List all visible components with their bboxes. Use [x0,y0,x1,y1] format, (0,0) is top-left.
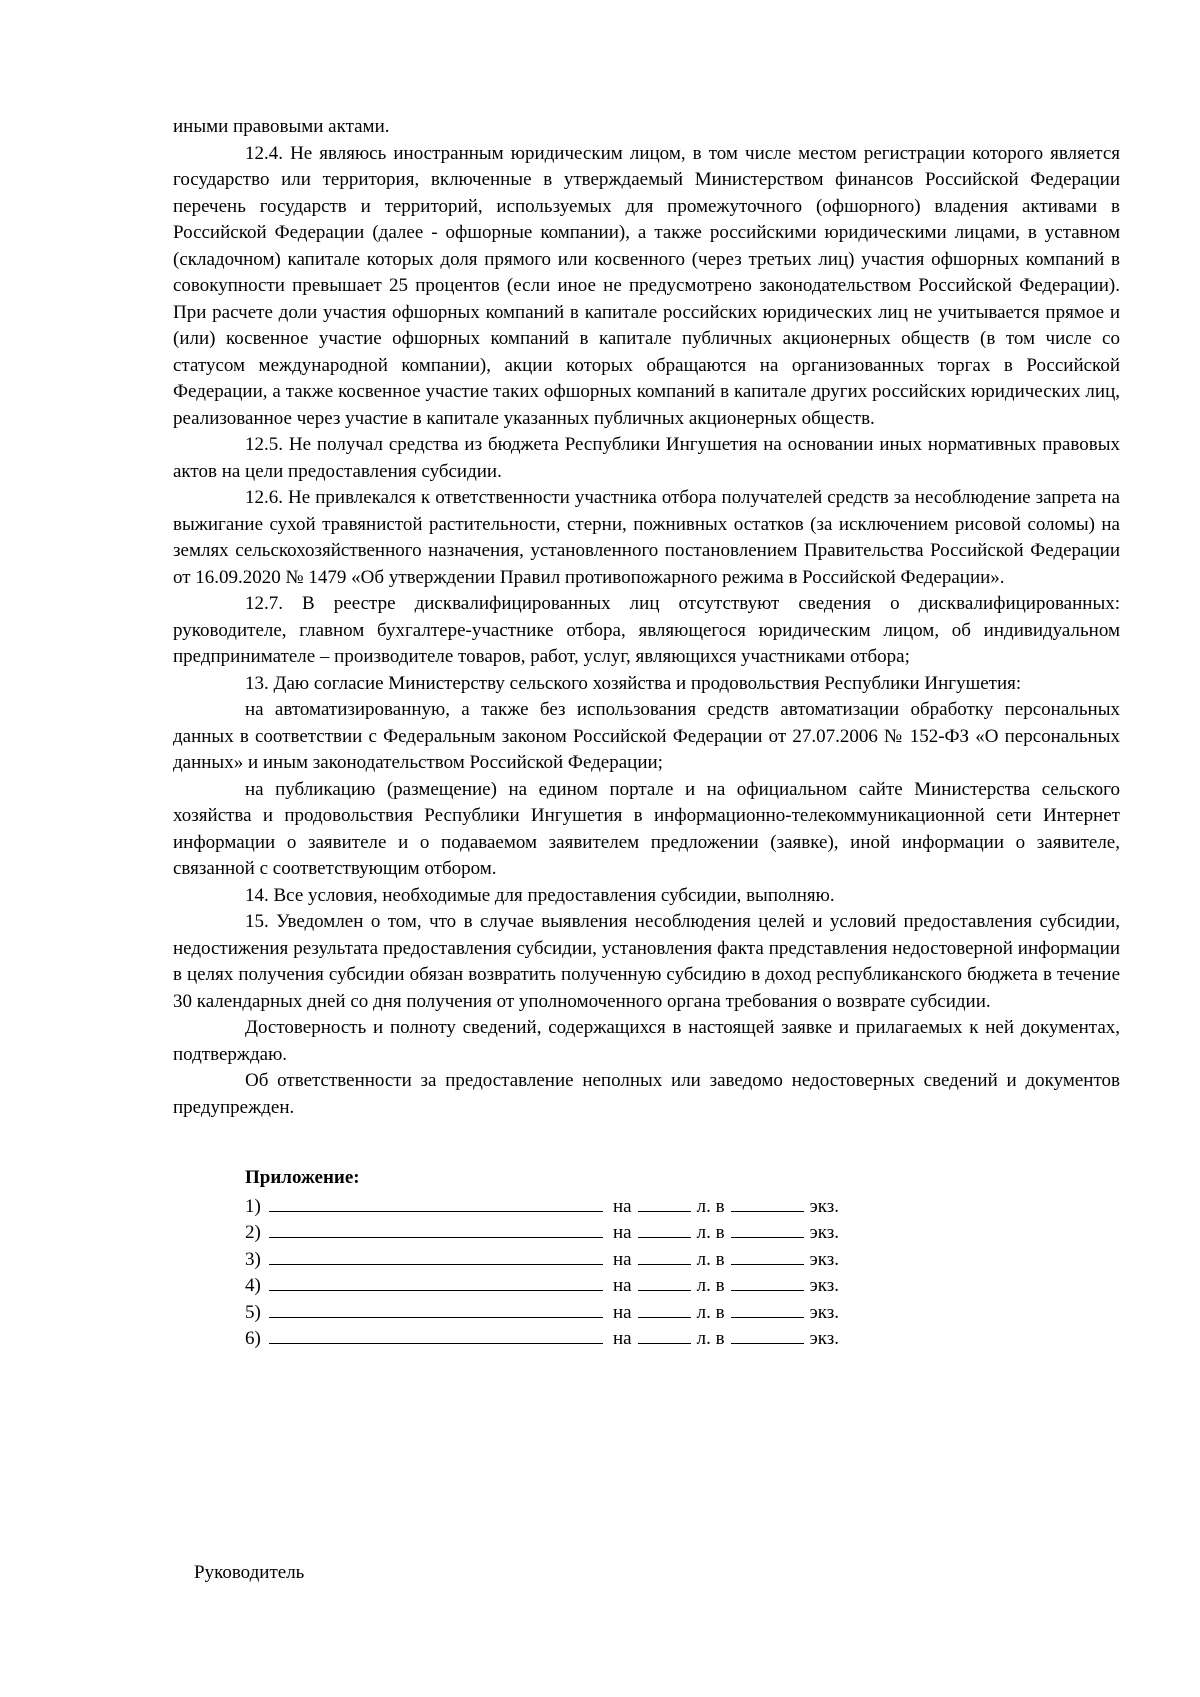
attachment-copies-label: экз. [809,1301,839,1323]
attachment-copies-label: экз. [809,1195,839,1217]
attachment-number: 2) [245,1222,261,1243]
paragraph: 14. Все условия, необходимые для предоставления субсидии, выполняю. [245,884,835,906]
attachment-number: 6) [245,1328,261,1349]
attachment-name-blank [269,1324,603,1344]
attachment-na-label: на [613,1222,632,1243]
attachment-na-label: на [613,1275,632,1296]
attachment-name-blank [269,1298,603,1318]
paragraph: иными правовыми актами. [173,116,390,137]
attachment-copies-label: экз. [809,1248,839,1270]
attachment-sheets-label: л. в [696,1301,725,1323]
attachment-row [245,1324,1120,1351]
attachment-name-blank [269,1192,603,1212]
attachment-name-blank [269,1218,603,1238]
paragraph: 12.7. В реестре дисквалифицированных лиц отсутствуют сведения о дисквалифицированных: руководителе, главном бухгалтере-участнике отбора, являющегося юридическим лицом, об индивидуальном предпринимателе – производителе товаров, работ, услуг, являющихся участниками отбора; [173,593,1120,667]
attachment-sheets-label: л. в [696,1275,725,1296]
paragraph: 12.4. Не являюсь иностранным юридическим лицом, в том числе местом регистрации которого является государство или территория, включенные в утверждаемый Министерством финансов Российской Федерации перечень государств и территорий, используемых для промежуточного (офшорного) владения активами в Российской Федерации (далее - офшорные компании), а также российскими юридическими лицами, в уставном (складочном) капитале которых доля прямого или косвенного (через третьих лиц) участия офшорных компаний в совокупности превышает 25 процентов (если иное не предусмотрено законодательством Российской Федерации). При расчете доли участия офшорных компаний в капитале российских юридических лиц не учитывается прямое и (или) косвенное участие офшорных компаний в капитале публичных акционерных обществ (в том числе со статусом международной компании), акции которых обращаются на организованных торгах в Российской Федерации, а также косвенное участие таких офшорных компаний в капитале других российских юридических лиц, реализованное через участие в капитале указанных публичных акционерных обществ. [173,142,1120,429]
attachment-name-blank [269,1245,603,1265]
attachment-sheets-label: л. в [696,1328,725,1349]
attachment-na-label: на [613,1195,632,1217]
attachment-sheets-blank [638,1298,691,1318]
attachment-na-label: на [613,1328,632,1349]
attachment-number: 5) [245,1301,261,1323]
paragraph: на автоматизированную, а также без использования средств автоматизации обработку персональных данных в соответствии с Федеральным законом Российской Федерации от 27.07.2006 № 152-ФЗ «О персональных данных» и иным законодательством Российской Федерации; [173,699,1120,773]
attachment-copies-blank [731,1192,804,1212]
attachment-copies-label: экз. [809,1275,839,1296]
attachment-sheets-blank [638,1324,691,1344]
attachment-number: 1) [245,1195,261,1217]
paragraph: на публикацию (размещение) на едином портале и на официальном сайте Министерства сельского хозяйства и продовольствия Республики Ингушетия в информационно-телекоммуникационной сети Интернет информации о заявителе и о подаваемом заявителем предложении (заявке), иной информации о заявителе, связанной с соответствующим отбором. [173,778,1120,879]
attachment-sheets-label: л. в [696,1195,725,1217]
attachment-sheets-blank [638,1192,691,1212]
attachment-na-label: на [613,1248,632,1270]
attachments-title: Приложение: [245,1167,360,1188]
attachment-sheets-blank [638,1218,691,1238]
attachment-copies-blank [731,1218,804,1238]
attachment-number: 3) [245,1248,261,1270]
attachment-sheets-label: л. в [696,1248,725,1270]
attachment-sheets-blank [638,1245,691,1265]
attachment-copies-label: экз. [809,1222,839,1243]
attachment-row [245,1298,1120,1325]
attachment-row [245,1271,1120,1298]
attachment-row [245,1218,1120,1245]
attachment-name-blank [269,1271,603,1291]
paragraph: 12.5. Не получал средства из бюджета Республики Ингушетия на основании иных нормативных правовых актов на цели предоставления субсидии. [173,434,1120,482]
attachment-na-label: на [613,1301,632,1323]
attachment-copies-label: экз. [809,1328,839,1349]
attachment-copies-blank [731,1298,804,1318]
paragraph: 12.6. Не привлекался к ответственности участника отбора получателей средств за несоблюдение запрета на выжигание сухой травянистой растительности, стерни, пожнивных остатков (за исключением рисовой соломы) на землях сельскохозяйственного назначения, установленного постановлением Правительства Российской Федерации от 16.09.2020 № 1479 «Об утверждении Правил противопожарного режима в Российской Федерации». [173,487,1120,588]
attachment-sheets-label: л. в [696,1222,725,1243]
section-spacer [173,1121,1120,1165]
attachment-copies-blank [731,1271,804,1291]
paragraph: 15. Уведомлен о том, что в случае выявления несоблюдения целей и условий предоставления субсидии, недостижения результата предоставления субсидии, установления факта представления недостоверной информации в целях получения субсидии обязан возвратить полученную субсидию в доход республиканского бюджета в течение 30 календарных дней со дня получения от уполномоченного органа требования о возврате субсидии. [173,911,1120,1012]
attachment-row [245,1192,1120,1219]
signature-label: Руководитель [194,1562,305,1583]
paragraph-list [173,114,1120,1121]
attachment-row [245,1245,1120,1272]
attachment-sheets-blank [638,1271,691,1291]
paragraph: Об ответственности за предоставление неполных или заведомо недостоверных сведений и документов предупрежден. [173,1070,1120,1118]
attachment-copies-blank [731,1324,804,1344]
paragraph: 13. Даю согласие Министерству сельского хозяйства и продовольствия Республики Ингушетия: [245,672,1022,694]
document-body [173,114,1120,1351]
attachments-list [173,1192,1120,1351]
attachment-copies-blank [731,1245,804,1265]
paragraph: Достоверность и полноту сведений, содержащихся в настоящей заявке и прилагаемых к ней документах, подтверждаю. [173,1017,1120,1065]
attachment-number: 4) [245,1275,261,1296]
